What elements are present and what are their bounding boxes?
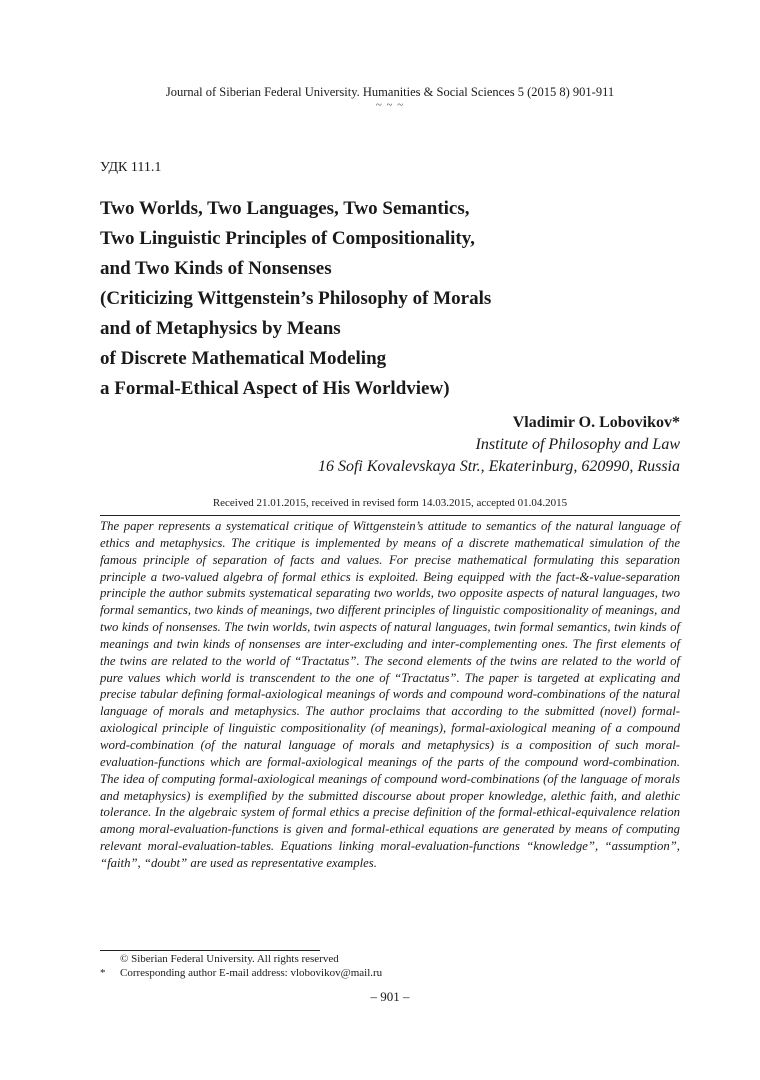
title-line: and of Metaphysics by Means (100, 318, 341, 339)
abstract-text: The paper represents a systematical critique of Wittgenstein’s attitude to semantics of the natural language of ethics and metaphysics. The critique is implemented by means of a discrete mathematical simulation of the famous principle of separation of facts and values. For precise mathematical formulating this separation principle a two-valued algebra of formal ethics is exploited. Being equipped with the fact-&-value-separation principle the author submits systematical separating two worlds, two opposite aspects of natural languages, two formal semantics, two kinds of meanings, two different principles of linguistic compositionality of meanings, and two kinds of nonsenses. The twin worlds, twin aspects of natural languages, twin formal semantics, twin kinds of meanings and twin kinds of nonsenses are inter-excluding and inter-complementing ones. The first elements of the twins are related to the world of “Tractatus”. The second elements of the twins are related to the world of pure values which world is transcendent to the one of “Tractatus”. The paper is targeted at explicating and precise tabular defining formal-axiological meanings of words and compound word-combinations of the natural language of morals and metaphysics. The author proclaims that according to the submitted (novel) formal-axiological principle of linguistic compositionality (of meanings), formal-axiological meaning of a compound word-combination (of the natural language of morals and metaphysics) is a composition of such moral-evaluation-functions which are formal-axiological meanings of the parts of the compound word-combination. The idea of computing formal-axiological meanings of compound word-combinations (of the language of morals and metaphysics) is exemplified by the submitted discourse about proper knowledge, alethic faith, and alethic tolerance. In the algebraic system of formal ethics a precise definition of the formal-ethical-equivalence relation among moral-evaluation-functions is given and formal-ethical equations are generated by means of computing relevant moral-evaluation-tables. Equations linking moral-evaluation-functions “knowledge”, “assumption”, “faith”, “doubt” are used as representative examples. (100, 519, 680, 870)
corresponding-email[interactable]: Corresponding author E-mail address: vlobovikov@mail.ru (120, 967, 383, 979)
author-institution: Institute of Philosophy and Law (475, 436, 680, 453)
paper-title (100, 194, 660, 404)
journal-header: Journal of Siberian Federal University. Humanities & Social Sciences 5 (2015 8) 901-911 (165, 85, 615, 99)
title-line: a Formal-Ethical Aspect of His Worldview) (100, 378, 450, 399)
header-ornament: ~ ~ ~ (375, 99, 405, 111)
title-line: Two Linguistic Principles of Compositionality, (100, 228, 475, 249)
title-line: of Discrete Mathematical Modeling (100, 348, 387, 369)
abstract-divider (100, 515, 680, 516)
author-block (318, 412, 680, 478)
copyright-footnote: © Siberian Federal University. All rights reserved (120, 953, 339, 965)
author-address: 16 Sofi Kovalevskaya Str., Ekaterinburg, 620990, Russia (317, 458, 680, 475)
title-line: Two Worlds, Two Languages, Two Semantics, (100, 198, 470, 219)
title-line: (Criticizing Wittgenstein’s Philosophy of Morals (100, 288, 492, 309)
page-number: – 901 – (370, 989, 410, 1004)
udk-code: УДК 111.1 (100, 160, 162, 175)
corresponding-footnote (100, 967, 382, 979)
received-dates: Received 21.01.2015, received in revised form 14.03.2015, accepted 01.04.2015 (212, 497, 568, 509)
title-line: and Two Kinds of Nonsenses (100, 258, 332, 279)
footnote-mark: * (100, 967, 106, 979)
author-name: Vladimir O. Lobovikov* (512, 414, 680, 431)
footnote-divider (100, 950, 320, 951)
